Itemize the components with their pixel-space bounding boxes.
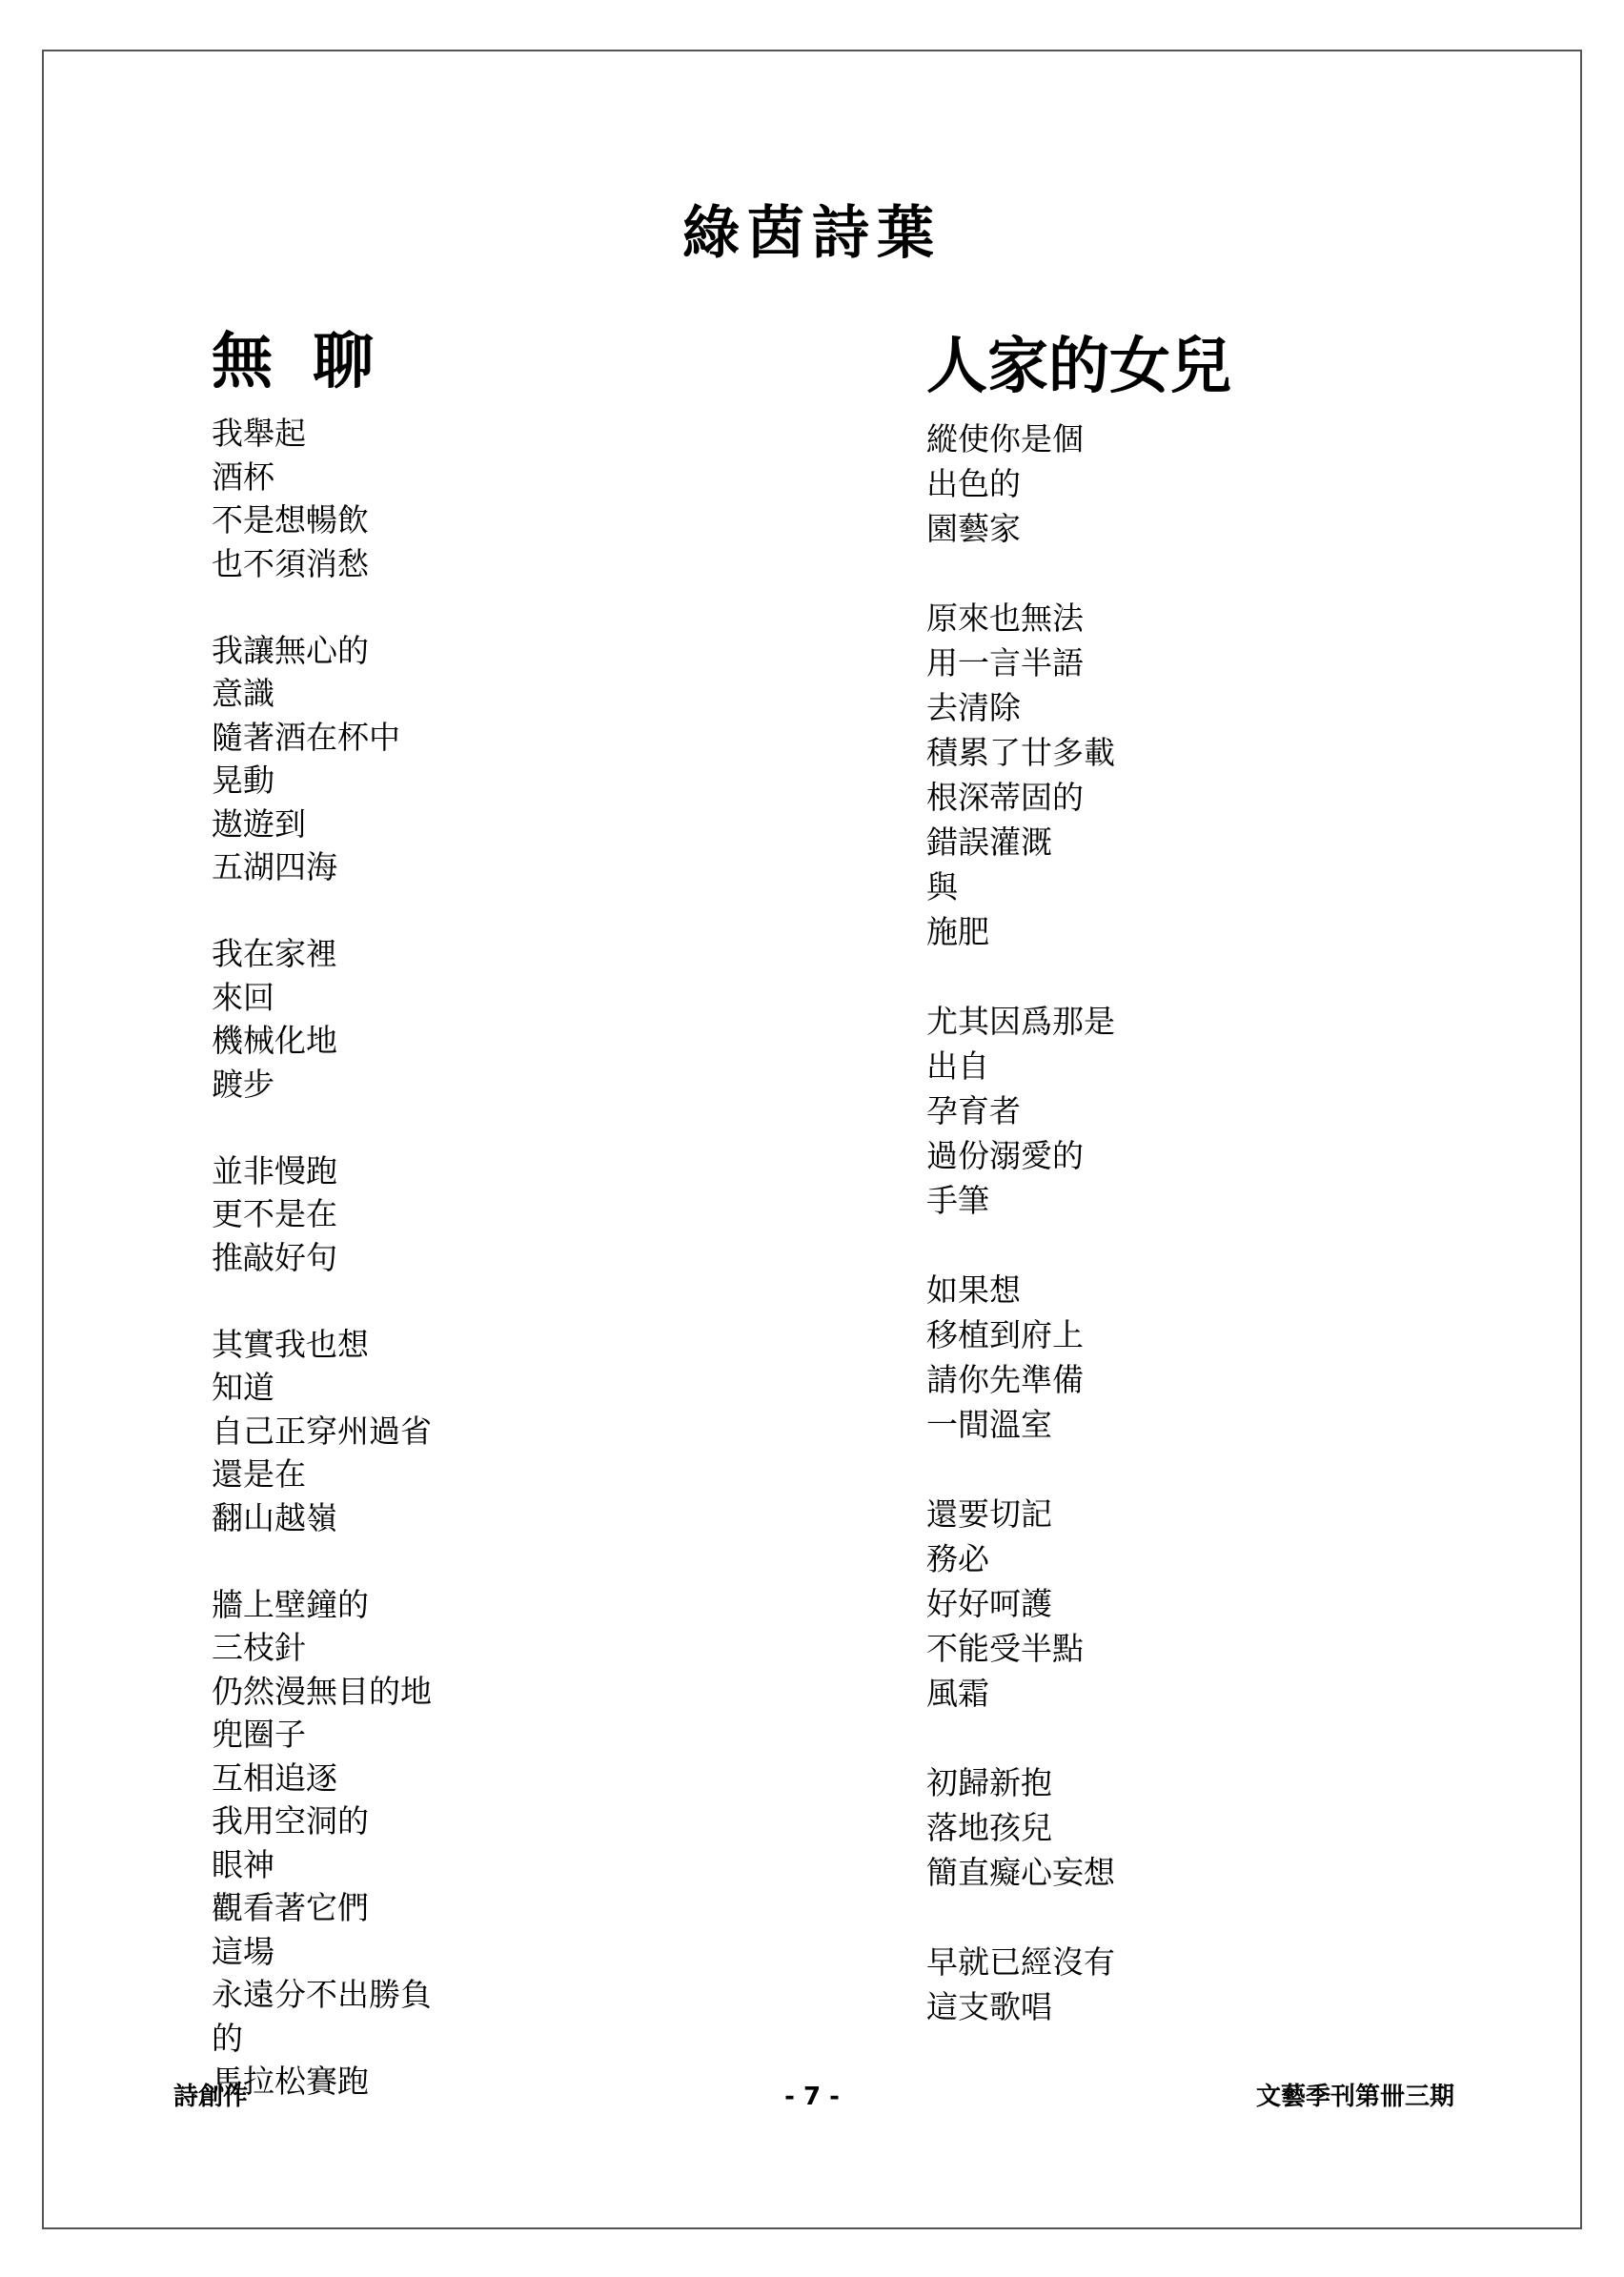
- poem-line: 原來也無法: [926, 600, 1084, 637]
- stanza: [926, 1940, 1498, 2029]
- poem-line: 這支歌唱: [926, 1988, 1052, 2025]
- stanza: [212, 1323, 783, 1540]
- poem-line: 來回: [212, 978, 274, 1016]
- poem-renjia-de-nver: [926, 329, 1498, 2029]
- stanza: [212, 1149, 783, 1280]
- footer-section-label: 詩創作: [173, 2083, 249, 2111]
- poem-body: [926, 417, 1498, 2029]
- poem-line: 好好呵護: [926, 1585, 1052, 1622]
- poem-line: 我舉起: [212, 415, 306, 452]
- poem-line: 不能受半點: [926, 1630, 1084, 1667]
- poem-line: 我讓無心的: [212, 631, 369, 669]
- poem-line: 早就已經沒有: [926, 1943, 1115, 1981]
- poem-line: 初歸新抱: [926, 1764, 1052, 1801]
- poem-line: 落地孩兒: [926, 1809, 1052, 1846]
- poem-line: 並非慢跑: [212, 1151, 337, 1189]
- poem-line: 互相追逐: [212, 1759, 337, 1797]
- poem-line: 其實我也想: [212, 1325, 369, 1363]
- stanza: [926, 1492, 1498, 1716]
- poem-line: 風霜: [926, 1675, 989, 1712]
- stanza: [926, 596, 1498, 954]
- poem-line: 孕育者: [926, 1092, 1021, 1129]
- poem-line: 簡直癡心妄想: [926, 1854, 1115, 1891]
- poem-line: 的: [212, 2019, 243, 2057]
- poem-title: 人家的女兒: [926, 331, 1231, 402]
- stanza: [926, 417, 1498, 551]
- poem-line: 晃動: [212, 762, 274, 799]
- poem-line: 還要切記: [926, 1495, 1052, 1533]
- page-number: - 7 -: [784, 2083, 840, 2111]
- stanza: [212, 412, 783, 585]
- poem-line: 遨遊到: [212, 804, 306, 843]
- poem-line: 根深蒂固的: [926, 779, 1084, 816]
- poem-line: 永遠分不出勝負: [212, 1976, 432, 2013]
- poem-line: 我用空洞的: [212, 1802, 369, 1840]
- poem-line: 錯誤灌溉: [926, 823, 1052, 861]
- poem-line: 我在家裡: [212, 935, 337, 972]
- section-title: 綠茵詩葉: [682, 200, 942, 267]
- poem-line: 馬拉松賽跑: [212, 2063, 369, 2100]
- poem-line: 三枝針: [212, 1629, 306, 1666]
- poem-line: 意識: [212, 675, 274, 712]
- poem-line: 施肥: [926, 913, 989, 950]
- stanza: [926, 1268, 1498, 1447]
- poem-line: 牆上壁鐘的: [212, 1585, 369, 1623]
- poem-line: 手筆: [926, 1182, 989, 1219]
- poem-line: 觀看著它們: [212, 1889, 369, 1926]
- poem-line: 自己正穿州過省: [212, 1412, 432, 1450]
- poem-line: 酒杯: [212, 457, 274, 496]
- poem-line: 出色的: [926, 465, 1021, 502]
- poem-line: 縱使你是個: [926, 420, 1084, 457]
- poem-line: 還是在: [212, 1455, 306, 1493]
- poem-line: 兜圈子: [212, 1716, 306, 1753]
- poem-line: 眼神: [212, 1845, 274, 1883]
- poem-line: 也不須消愁: [212, 544, 369, 582]
- poem-line: 園藝家: [926, 510, 1021, 547]
- stanza: [212, 932, 783, 1106]
- poem-line: 用一言半語: [926, 644, 1084, 681]
- poem-line: 五湖四海: [212, 848, 337, 885]
- poem-line: 這場: [212, 1932, 274, 1970]
- poem-line: 不是想暢飲: [212, 501, 369, 539]
- poem-line: 更不是在: [212, 1195, 337, 1232]
- poem-line: 仍然漫無目的地: [212, 1672, 432, 1710]
- poem-line: 過份溺愛的: [926, 1137, 1084, 1174]
- poem-body: [212, 412, 783, 2104]
- poem-title: 無聊: [212, 326, 414, 397]
- poem-line: 翻山越嶺: [212, 1498, 337, 1536]
- poem-line: 移植到府上: [926, 1316, 1084, 1353]
- poem-line: 積累了廿多載: [926, 734, 1115, 771]
- poem-line: 推敲好句: [212, 1238, 337, 1276]
- poem-line: 踱步: [212, 1065, 274, 1103]
- poem-line: 一間溫室: [926, 1406, 1052, 1443]
- stanza: [926, 1760, 1498, 1895]
- stanza: [212, 1583, 783, 2104]
- poem-wuliao: [212, 324, 783, 2104]
- poem-line: 機械化地: [212, 1022, 337, 1059]
- stanza: [926, 999, 1498, 1223]
- poem-line: 知道: [212, 1369, 274, 1406]
- poem-line: 務必: [926, 1540, 989, 1577]
- footer-publication: 文藝季刊第卌三期: [1255, 2083, 1454, 2111]
- poem-line: 去清除: [926, 689, 1021, 726]
- poem-line: 如果想: [926, 1271, 1021, 1309]
- poem-line: 請你先準備: [926, 1361, 1084, 1398]
- stanza: [212, 629, 783, 889]
- poem-line: 隨著酒在杯中: [212, 718, 400, 756]
- poem-line: 出自: [926, 1047, 989, 1085]
- poem-line: 尤其因爲那是: [926, 1003, 1115, 1040]
- poem-line: 與: [926, 868, 958, 905]
